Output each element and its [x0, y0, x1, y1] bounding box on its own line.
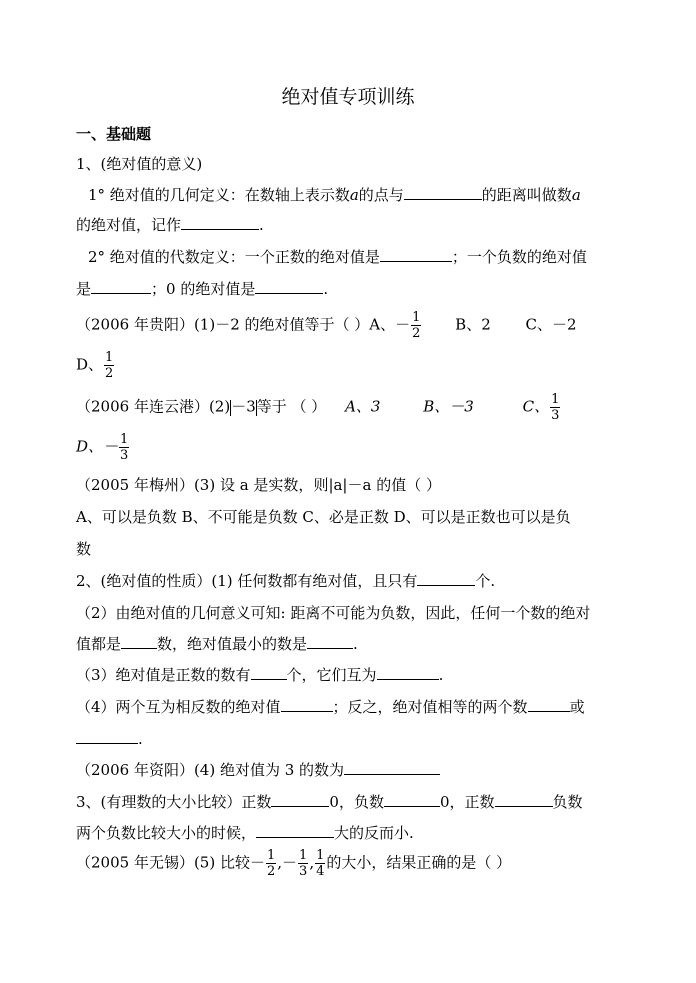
fill-blank[interactable]: [281, 696, 333, 712]
fraction: [266, 848, 276, 879]
fill-blank[interactable]: [384, 791, 440, 807]
text-span: （3）绝对值是正数的数有: [76, 666, 251, 684]
text-span: 0，正数: [439, 793, 495, 811]
text-span: ；一个负数的绝对值: [451, 248, 587, 266]
fraction-denominator: 2: [412, 326, 421, 341]
text-span: 两个负数比较大小的时候，: [76, 824, 257, 842]
text-span: ,－: [277, 853, 298, 872]
variable-a: a: [571, 186, 581, 204]
fill-blank[interactable]: [404, 184, 482, 200]
fraction: [104, 350, 114, 381]
text-span: 大的反而小.: [334, 824, 414, 842]
text-span: 数，绝对值最小的数是: [157, 635, 308, 653]
text-span: ；0 的绝对值是: [151, 280, 256, 298]
fill-blank[interactable]: [91, 278, 151, 294]
text-span: 的点与: [358, 186, 404, 204]
text-span: 是: [76, 280, 92, 298]
text-span: .: [138, 730, 143, 748]
option-d: D、: [76, 355, 104, 374]
text-span: 个，它们互为: [286, 666, 377, 684]
fraction-numerator: 1: [120, 432, 129, 447]
question-3-line-1: [76, 791, 583, 813]
q1-geometric-definition: [88, 184, 581, 206]
text-span: ；反之，绝对值相等的两个数: [332, 698, 528, 716]
text-span: 值都是: [76, 635, 122, 653]
text-span: .: [259, 216, 264, 234]
fraction-numerator: 1: [299, 848, 308, 863]
fill-blank[interactable]: [255, 278, 323, 294]
fill-blank[interactable]: [181, 214, 259, 230]
fill-blank[interactable]: [528, 696, 570, 712]
fraction-numerator: 1: [551, 392, 560, 407]
fraction-numerator: 1: [266, 848, 276, 863]
question-2-line-4: [76, 664, 443, 686]
option-d: D、－: [76, 437, 119, 456]
fraction: [119, 432, 129, 463]
fill-blank[interactable]: [121, 633, 157, 649]
text-span: 1° 绝对值的几何定义：在数轴上表示数: [88, 186, 350, 204]
text-span: 2° 绝对值的代数定义：一个正数的绝对值是: [88, 248, 380, 266]
fraction-denominator: 3: [299, 864, 308, 879]
question-3-line-2: [76, 822, 414, 844]
text-span: 0，负数: [329, 793, 384, 811]
question-2-line-1: [76, 570, 495, 592]
question-2-line-5: [76, 696, 585, 718]
fill-blank[interactable]: [495, 791, 553, 807]
q1-geometric-definition-cont: [76, 214, 264, 236]
fraction-denominator: 3: [120, 448, 129, 463]
text-span: （2005 年无锡）(5) 比较－: [76, 853, 265, 872]
option-b: B、－3: [423, 397, 474, 416]
section-heading-basic: 一、基础题: [76, 125, 152, 143]
example-meizhou-2005: （2005 年梅州）(3) 设 a 是实数，则|a|－a 的值（ ）: [76, 476, 441, 494]
question-2-line-7: [76, 759, 440, 781]
page-title: 绝对值专项训练: [281, 86, 415, 108]
question-2-line-3: [76, 633, 358, 655]
q1-algebraic-definition: [88, 246, 587, 268]
text-span: 的绝对值，记作: [76, 216, 182, 234]
example-lianyungang-2006-option-d: [76, 432, 130, 468]
fill-blank[interactable]: [271, 791, 329, 807]
fill-blank[interactable]: [307, 633, 353, 649]
text-span: 的距离叫做数: [481, 186, 572, 204]
text-span: .: [323, 280, 329, 298]
text-span: 3、(有理数的大小比较）正数: [76, 793, 272, 811]
text-span: .: [353, 635, 358, 653]
example-lianyungang-2006: [76, 392, 561, 428]
example-meizhou-2005-options-cont: 数: [76, 540, 92, 558]
text-span: （2006 年资阳）(4) 绝对值为 3 的数为: [76, 761, 345, 779]
text-span: 等于 （ ）: [256, 397, 327, 416]
fill-blank[interactable]: [251, 664, 287, 680]
example-meizhou-2005-options: A、可以是负数 B、不可能是负数 C、必是正数 D、可以是正数也可以是负: [76, 508, 571, 526]
abs-value-inner: －3: [231, 397, 256, 416]
text-span: 的大小，结果正确的是（ ）: [326, 853, 512, 872]
option-c: C、: [522, 397, 550, 416]
example-guiyang-2006: [76, 310, 577, 346]
question-1-heading: 1、(绝对值的意义): [76, 155, 203, 173]
question-2-line-6: [76, 728, 143, 750]
option-a: A、3: [345, 397, 381, 416]
fraction: [411, 310, 421, 341]
fill-blank[interactable]: [417, 570, 475, 586]
example-guiyang-2006-option-d: [76, 350, 115, 386]
text-span: 个.: [475, 572, 496, 590]
fraction-denominator: 4: [316, 864, 325, 879]
fraction-numerator: 1: [316, 848, 325, 863]
text-span: 负数: [552, 793, 583, 811]
fraction: [315, 848, 325, 879]
fill-blank[interactable]: [76, 728, 138, 744]
q1-algebraic-definition-cont: [76, 278, 328, 300]
variable-a: a: [349, 186, 359, 204]
text-span: 或: [569, 698, 585, 716]
fraction: [298, 848, 308, 879]
fraction-numerator: 1: [105, 350, 114, 365]
option-c: C、－2: [525, 315, 577, 334]
fraction-denominator: 3: [551, 408, 560, 423]
fill-blank[interactable]: [344, 759, 440, 775]
question-2-line-2: （2）由绝对值的几何意义可知: 距离不可能为负数，因此，任何一个数的绝对: [76, 604, 591, 622]
text-span: .: [438, 666, 444, 684]
text-span: （2006 年贵阳）(1)－2 的绝对值等于（ ）A、－: [76, 315, 411, 334]
fraction-numerator: 1: [412, 310, 421, 325]
fraction: [550, 392, 560, 423]
text-span: （4）两个互为相反数的绝对值: [76, 698, 281, 716]
fraction-denominator: 2: [266, 864, 276, 879]
option-b: B、2: [455, 315, 491, 334]
text-span: ,: [309, 853, 315, 872]
question-3-line-3: [76, 848, 511, 886]
fill-blank[interactable]: [377, 664, 439, 680]
text-span: （2006 年连云港）(2): [76, 397, 231, 416]
fill-blank[interactable]: [256, 822, 334, 838]
fill-blank[interactable]: [380, 246, 452, 262]
fraction-denominator: 2: [105, 366, 114, 381]
text-span: 2、(绝对值的性质）(1) 任何数都有绝对值，且只有: [76, 572, 418, 590]
